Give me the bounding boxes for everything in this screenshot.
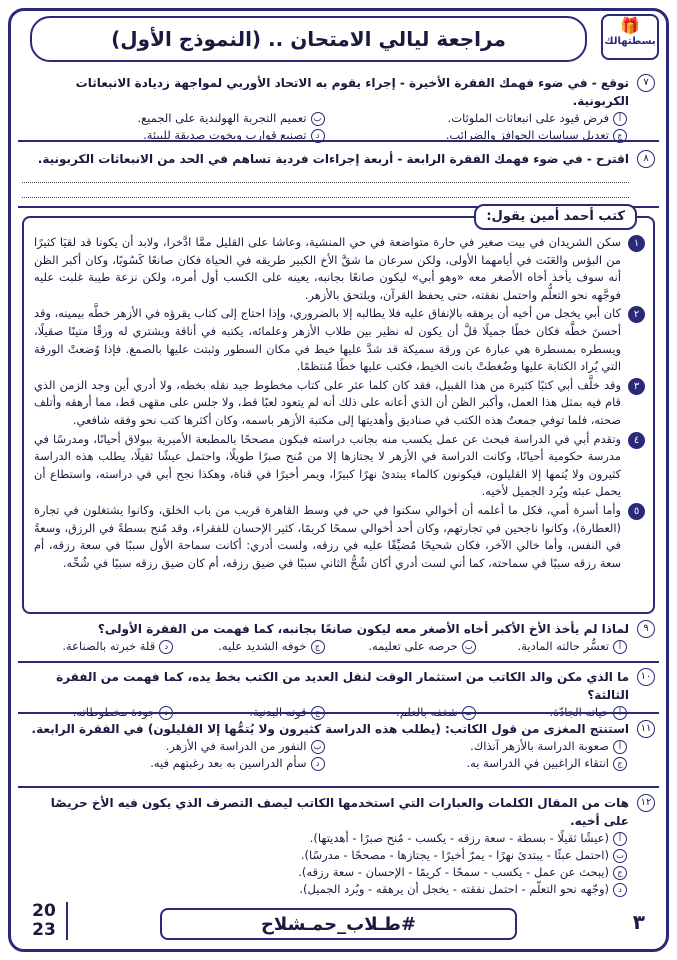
option-a[interactable]: أ صعوبة الدراسة بالأزهر آنذاك. bbox=[325, 738, 628, 755]
paragraph-2: ٢ كان أبي يخجل من أخيه أن يرهقه بالإنفاق عليه فلا يطالبه إلا بالضروري، وإذا احتاج إلى كتاب يقرؤه في الأزهر خطَّه بيمينه، وقد أحسنَ خطَّه فكان خطًا جميلًا قلَّ أن يكون له نظير بين طلاب الأزهر وعلمائه، يكتبه في أناقة ويشتري له ورقًا متينًا صقيلًا، ويسطره بمسطرة هي عبارة عن ورقة سميكة قد شدَّ عليها خيط في مكان السطور وثبتت عليها بالصمغ. فإذا وُضعتْ الورقة التي يُراد الكتابة عليها وضُغطتْ بانت الخيط، فكتب عليها خطًا مُنتظمًا. bbox=[34, 305, 645, 375]
question-number: ١١ bbox=[637, 720, 655, 738]
option-c[interactable]: ج خوفه الشديد عليه. bbox=[173, 638, 324, 655]
page-footer bbox=[20, 901, 657, 942]
question-options bbox=[22, 110, 627, 144]
question-text: اقترح - في ضوء فهمك الفقرة الرابعة - أربعة إجراءات فردية تساهم في الحد من الانبعاثات الكربونية. bbox=[37, 152, 629, 166]
option-a[interactable]: أ حياته الجادّة. bbox=[476, 704, 627, 721]
answer-line[interactable] bbox=[22, 183, 629, 198]
passage-title: كتب أحمد أمين يقول: bbox=[474, 204, 637, 230]
option-a[interactable]: أ تعسُّر حالته المادية. bbox=[476, 638, 627, 655]
question-number: ٧ bbox=[637, 74, 655, 92]
option-c[interactable]: ج تعديل سياسات الحوافز والضرائب. bbox=[325, 127, 628, 144]
question-number: ١٠ bbox=[637, 668, 655, 686]
option-a[interactable]: أ (عيشًا ثقيلًا - بسطة - سعة رزقه - يكسب - مُنح صبرًا - أهديتها). bbox=[22, 830, 627, 847]
question-options bbox=[22, 638, 627, 655]
reading-passage bbox=[22, 209, 655, 614]
page-title: مراجعة ليالي الامتحان .. (النموذج الأول) bbox=[30, 16, 587, 62]
divider bbox=[18, 712, 659, 714]
option-b[interactable]: ب تعميم التجربة الهولندية على الجميع. bbox=[22, 110, 325, 127]
option-a[interactable]: أ فرض قيود على انبعاثات الملوثات. bbox=[325, 110, 628, 127]
question-number: ٩ bbox=[637, 620, 655, 638]
gift-icon: 🎁 bbox=[620, 16, 640, 35]
option-d[interactable]: د قلة خبرته بالصناعة. bbox=[22, 638, 173, 655]
option-d[interactable]: د جودة مخطوطاته. bbox=[22, 704, 173, 721]
option-d[interactable]: د سأم الدراسين به بعد رغبتهم فيه. bbox=[22, 755, 325, 772]
paragraph-4: ٤ وتقدم أبي في الدراسة فبحث عن عمل يكسب منه بجانب دراسته فبكون مصححًا بالمطبعة الأميرية ببولاق أحيانًا، ومدرسًا في مدرسة حكومية أحيانًا، وكانت الدراسة في الأزهر لا يجتازها إلا من مُنح صبرًا طويلًا، واحتمل عيشًا ثقيلًا، يطلب هذه الدراسة كثيرون ولا يُتمها إلا القليلون، فيكونون كالماء يبتدئ نهرًا كبيرًا، ويمر أخيرًا في قناة، وهكذا نجح أبي في دراسته، واستطاع أن يحمل عبئه ويُرد الجميل لأخيه. bbox=[34, 431, 645, 501]
paragraph-3: ٣ وقد خلَّف أبي كتبًا كثيرة من هذا القبيل، فقد كان كلما عثر على كتاب مخطوط جيد نقله بخطه، ولا أدري أين وجد الزمن الذي قام فيه بمثل هذا العمل، وأكبر الظن أن الذي أعانه على ذلك أنه لم يتعود لعبًا قط، ولا جلس على مقهى قط، مما أرهقه وأتلف صحته، فلما توفي جمعتُ هذه الكتب في صناديق وأهديتها إلى مكتبة الأزهر باسمه، وكان أكثرها كتب نحو وفقه شافعي. bbox=[34, 377, 645, 430]
option-b[interactable]: ب (احتمل عبئًا - يبتدئ نهرًا - يمرّ أخيرًا - يجتازها - مصححًا - مدرسًا). bbox=[22, 847, 627, 864]
brand-logo bbox=[601, 14, 659, 60]
divider bbox=[18, 140, 659, 142]
question-text: هات من المقال الكلمات والعبارات التي استخدمها الكاتب ليصف التصرف الذي يكون فيه الأخ حريصًا على أخيه. bbox=[50, 796, 629, 828]
option-c[interactable]: ج انتقاء الراغبين في الدراسة به. bbox=[325, 755, 628, 772]
year-badge bbox=[22, 902, 68, 940]
question-8 bbox=[22, 150, 655, 198]
logo-text: بسطتهالك bbox=[604, 36, 656, 47]
option-c[interactable]: ج (يبحث عن عمل - يكسب - سمحًا - كريمًا - الإحسان - سعة رزقه). bbox=[22, 864, 627, 881]
year-bottom: 23 bbox=[32, 920, 56, 940]
option-d[interactable]: د (وجّهه نحو التعلّم - احتمل نفقته - يخجل أن يرهقه - ويُرد الجميل). bbox=[22, 881, 627, 898]
question-7 bbox=[22, 74, 655, 144]
question-text: استنتج المغزى من قول الكاتب: (يطلب هذه الدراسة كثيرون ولا يُتمُّها إلا القليلون) في الفقرة الرابعة. bbox=[31, 722, 629, 736]
option-b[interactable]: ب حرصه على تعليمه. bbox=[325, 638, 476, 655]
question-text: لماذا لم يأخذ الأخ الأكبر أخاه الأصغر معه ليكون صانعًا بجانبه، كما فهمت من الفقرة الأولى؟ bbox=[97, 622, 629, 636]
question-options bbox=[22, 830, 627, 898]
year-top: 20 bbox=[32, 901, 56, 921]
divider bbox=[18, 786, 659, 788]
question-text: ما الذي مكن والد الكاتب من استثمار الوقت لنقل العديد من الكتب بخط يده، كما فهمت من الفقرة الثالثة؟ bbox=[56, 670, 629, 702]
question-number: ١٢ bbox=[637, 794, 655, 812]
question-options bbox=[22, 738, 627, 772]
question-9 bbox=[22, 620, 655, 655]
question-text: توقع - في ضوء فهمك الفقرة الأخيرة - إجراء يقوم به الاتحاد الأوربي لمواجهة زديادة الانبعاثات الكربونية. bbox=[75, 76, 629, 108]
option-d[interactable]: د تصنيع قوارب ويخوت صديقة للبيئة. bbox=[22, 127, 325, 144]
paragraph-5: ٥ وأما أسرة أمي، فكل ما أعلمه أن أخوالي سكنوا في حي في وسط القاهرة قريب من باب الخلق، وكانوا يشتغلون في تجارة (العطارة)، وكانوا ناجحين في تجارتهم، وكان أحد أخوالي سمحًا كريمًا، كثير الإحسان للفقراء، وقد مُنح بسطةً في الرزق، وسعةً في النفس، وأما خالي الآخر، فكان شحيحًا مُضيِّقًا عليه في رزقه، ولست أدري: أكانت سماحة الأول سببًا في سعة رزقه، أم سعة رزقه سببًا في سماحته، كما أني لست أدري أكان شُحُّ الثاني سببًا في ضيق رزقه، أم كان ضيق رزقه سببًا في شُحِّه. bbox=[34, 502, 645, 572]
answer-line[interactable] bbox=[22, 168, 629, 183]
option-b[interactable]: ب النفور من الدراسة في الأزهر. bbox=[22, 738, 325, 755]
hashtag-banner: #طـلاب_حمـشلاح bbox=[160, 908, 517, 940]
question-number: ٨ bbox=[637, 150, 655, 168]
question-12 bbox=[22, 794, 655, 898]
option-c[interactable]: ج قوته البدنية. bbox=[173, 704, 324, 721]
page-number: ٣ bbox=[632, 910, 645, 934]
question-11 bbox=[22, 720, 655, 772]
option-b[interactable]: ب شغفه بالعلم. bbox=[325, 704, 476, 721]
paragraph-1: ١ سكن الشريدان في بيت صغير في حارة متواضعة في حي المنشية، وعاشا على القليل ممَّا ادَّخرا، ولابد أن يكونا قد لقيَا كثيرًا من البؤس والعَنَت في أيامهما الأولى، ولكن سرعان ما شقَّ الأخ الكبير طريقه في الحياة فكان صانعًا كَسُوبًا، وكان أكبر الظن أنه سوف يأخذ أخاه الأصغر معه «وهو أبي» ليكون صانعًا بجانبه، يعينه على الكسب أول أمره، ولكن نزعة طيبة غلبت عليه فوجَّهه نحو التعلُّم واحتمل نفقته، حتى يحفظ القرآن، ويلتحق بالأزهر. bbox=[34, 234, 645, 304]
divider bbox=[18, 661, 659, 663]
